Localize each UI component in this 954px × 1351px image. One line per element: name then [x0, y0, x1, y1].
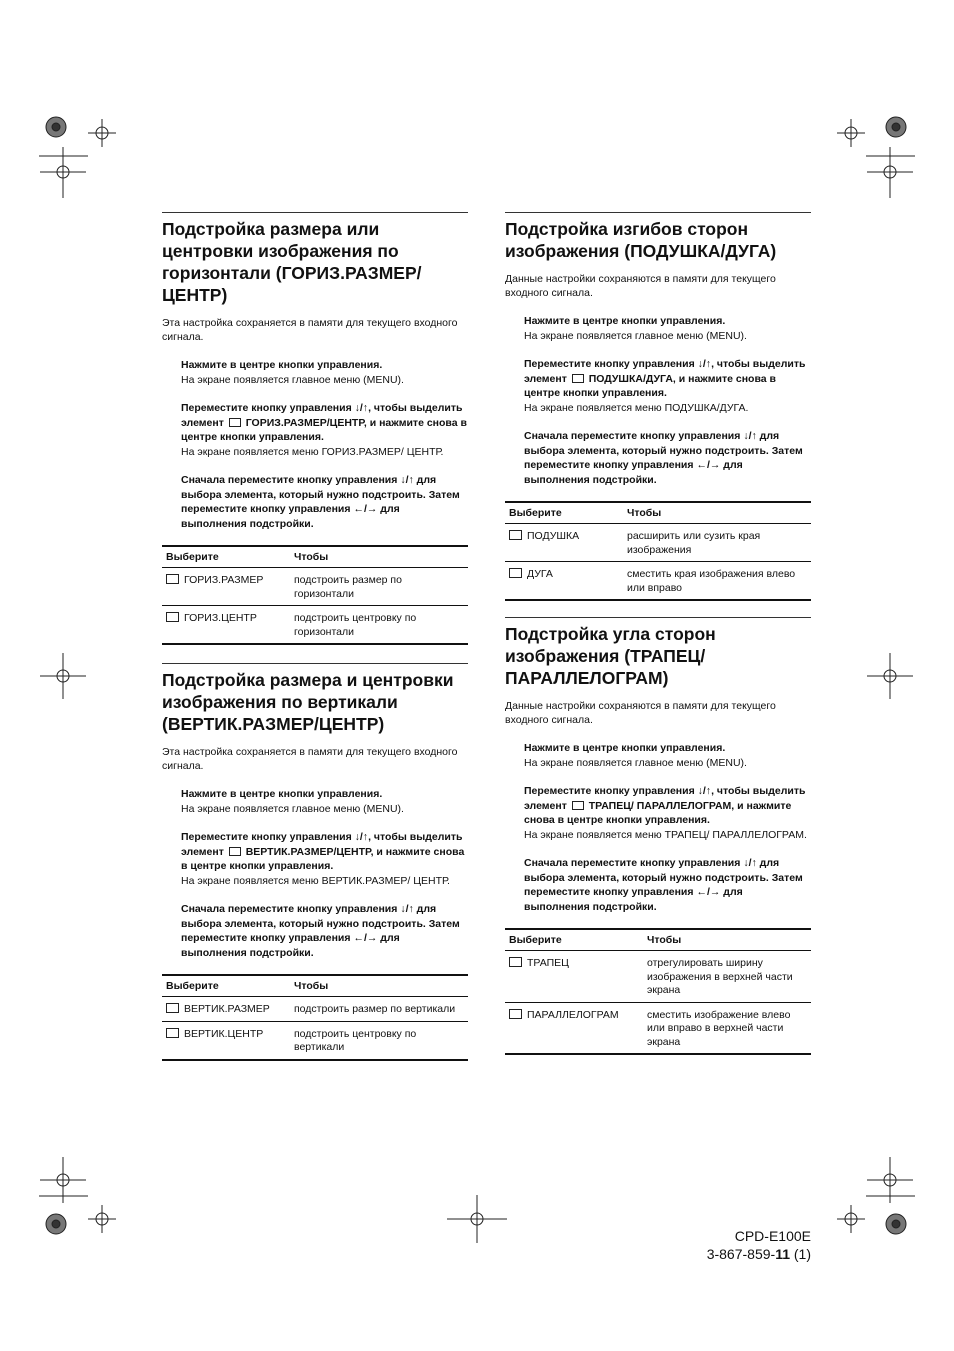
- step-instruction: Нажмите в центре кнопки управления.: [181, 359, 383, 371]
- options-table: Выберите Чтобы ПОДУШКА расширить или сузить края изображения ДУГА сместить края изображения влево или вправо: [505, 501, 811, 601]
- step-3: [162, 902, 468, 960]
- options-table: Выберите Чтобы ТРАПЕЦ отрегулировать ширину изображения в верхней части экрана ПАРАЛЛЕЛОГРАМ сместить изображение влево или вправо в верхней части экрана: [505, 928, 811, 1055]
- left-column: [162, 212, 468, 1075]
- step-instruction: Нажмите в центре кнопки управления.: [524, 742, 726, 754]
- step-instruction: Сначала переместите кнопку управления ↓/↑ для выбора элемента, который нужно подстроить. Затем переместите кнопку управления ←/→ для выполнения подстройки.: [524, 430, 803, 486]
- step-result: На экране появляется меню ГОРИЗ.РАЗМЕР/ ЦЕНТР.: [181, 445, 444, 458]
- step-instruction: Переместите кнопку управления ↓/↑, чтобы выделить элемент ГОРИЗ.РАЗМЕР/ЦЕНТР, и нажмите снова в центре кнопки управления.: [181, 402, 467, 443]
- options-table: Выберите Чтобы ВЕРТИК.РАЗМЕР подстроить размер по вертикали ВЕРТИК.ЦЕНТР подстроить центровку по вертикали: [162, 974, 468, 1061]
- section-title: Подстройка размера и центровки изображения по вертикали (ВЕРТИК.РАЗМЕР/ЦЕНТР): [162, 670, 454, 734]
- section-title: Подстройка размера или центровки изображения по горизонтали (ГОРИЗ.РАЗМЕР/ЦЕНТР): [162, 219, 422, 305]
- step-result: На экране появляется главное меню (MENU).: [181, 373, 404, 386]
- model-number: CPD-E100E: [734, 1228, 811, 1244]
- step-result: На экране появляется меню ПОДУШКА/ДУГА.: [524, 401, 749, 414]
- step-result: На экране появляется главное меню (MENU).: [181, 802, 404, 815]
- step-1: [162, 358, 468, 387]
- step-result: На экране появляется главное меню (MENU).: [524, 756, 747, 769]
- section-intro: Эта настройка сохраняется в памяти для текущего входного сигнала.: [162, 746, 458, 772]
- table-row: ТРАПЕЦ отрегулировать ширину изображения в верхней части экрана: [505, 951, 811, 1003]
- step-1: [505, 741, 811, 770]
- table-row: ГОРИЗ.ЦЕНТР подстроить центровку по горизонтали: [162, 606, 468, 645]
- step-instruction: Переместите кнопку управления ↓/↑, чтобы выделить элемент ВЕРТИК.РАЗМЕР/ЦЕНТР, и нажмите снова в центре кнопки управления.: [181, 831, 465, 872]
- section-horizontal: [162, 212, 468, 645]
- page-footer: [707, 1227, 811, 1263]
- section-vertical: [162, 663, 468, 1061]
- hcenter-icon: [166, 612, 179, 622]
- section-intro: Эта настройка сохраняется в памяти для текущего входного сигнала.: [162, 317, 458, 343]
- step-instruction: Нажмите в центре кнопки управления.: [181, 788, 383, 800]
- table-row: ГОРИЗ.РАЗМЕР подстроить размер по горизонтали: [162, 568, 468, 606]
- step-2: [505, 784, 811, 842]
- step-3: [162, 473, 468, 531]
- step-2: [162, 830, 468, 888]
- step-instruction: Переместите кнопку управления ↓/↑, чтобы выделить элемент ТРАПЕЦ/ ПАРАЛЛЕЛОГРАМ, и нажмите снова в центре кнопки управления.: [524, 785, 806, 826]
- table-row: ПАРАЛЛЕЛОГРАМ сместить изображение влево или вправо в верхней части экрана: [505, 1002, 811, 1054]
- table-row: ВЕРТИК.ЦЕНТР подстроить центровку по вертикали: [162, 1021, 468, 1060]
- pincushion-icon: [572, 374, 584, 383]
- section-intro: Данные настройки сохраняются в памяти для текущего входного сигнала.: [505, 273, 776, 299]
- pincushion-icon: [509, 530, 522, 540]
- hsize-icon: [166, 574, 179, 584]
- step-result: На экране появляется главное меню (MENU).: [524, 329, 747, 342]
- step-1: [505, 314, 811, 343]
- step-2: [162, 401, 468, 459]
- parallelogram-icon: [509, 1009, 522, 1019]
- options-table: Выберите Чтобы ГОРИЗ.РАЗМЕР подстроить размер по горизонтали ГОРИЗ.ЦЕНТР подстроить центровку по горизонтали: [162, 545, 468, 645]
- section-title: Подстройка изгибов сторон изображения (ПОДУШКА/ДУГА): [505, 219, 777, 261]
- document-code: 3-867-859-11 (1): [706, 1246, 811, 1262]
- step-result: На экране появляется меню ВЕРТИК.РАЗМЕР/ ЦЕНТР.: [181, 874, 450, 887]
- step-2: [505, 357, 811, 415]
- step-3: [505, 856, 811, 914]
- table-row: ПОДУШКА расширить или сузить края изображения: [505, 524, 811, 562]
- vsize-icon: [166, 1003, 179, 1013]
- step-3: [505, 429, 811, 487]
- table-row: ВЕРТИК.РАЗМЕР подстроить размер по вертикали: [162, 997, 468, 1022]
- vcenter-icon: [166, 1028, 179, 1038]
- step-instruction: Нажмите в центре кнопки управления.: [524, 315, 726, 327]
- section-intro: Данные настройки сохраняются в памяти для текущего входного сигнала.: [505, 700, 776, 726]
- step-instruction: Сначала переместите кнопку управления ↓/↑ для выбора элемента, который нужно подстроить. Затем переместите кнопку управления ←/→ для выполнения подстройки.: [181, 903, 460, 959]
- table-row: ДУГА сместить края изображения влево или вправо: [505, 562, 811, 601]
- step-instruction: Сначала переместите кнопку управления ↓/↑ для выбора элемента, который нужно подстроить. Затем переместите кнопку управления ←/→ для выполнения подстройки.: [181, 474, 460, 530]
- vsize-icon: [229, 847, 241, 856]
- section-trapezoid: [505, 617, 811, 1055]
- trapezoid-icon: [509, 957, 522, 967]
- right-column: [505, 212, 811, 1069]
- step-result: На экране появляется меню ТРАПЕЦ/ ПАРАЛЛЕЛОГРАМ.: [524, 828, 807, 841]
- section-title: Подстройка угла сторон изображения (ТРАПЕЦ/ПАРАЛЛЕЛОГРАМ): [505, 624, 716, 688]
- step-instruction: Сначала переместите кнопку управления ↓/↑ для выбора элемента, который нужно подстроить. Затем переместите кнопку управления ←/→ для выполнения подстройки.: [524, 857, 803, 913]
- hsize-icon: [229, 418, 241, 427]
- step-instruction: Переместите кнопку управления ↓/↑, чтобы выделить элемент ПОДУШКА/ДУГА, и нажмите снова в центре кнопки управления.: [524, 358, 806, 399]
- trapezoid-icon: [572, 801, 584, 810]
- pin-balance-icon: [509, 568, 522, 578]
- section-pincushion: [505, 212, 811, 601]
- step-1: [162, 787, 468, 816]
